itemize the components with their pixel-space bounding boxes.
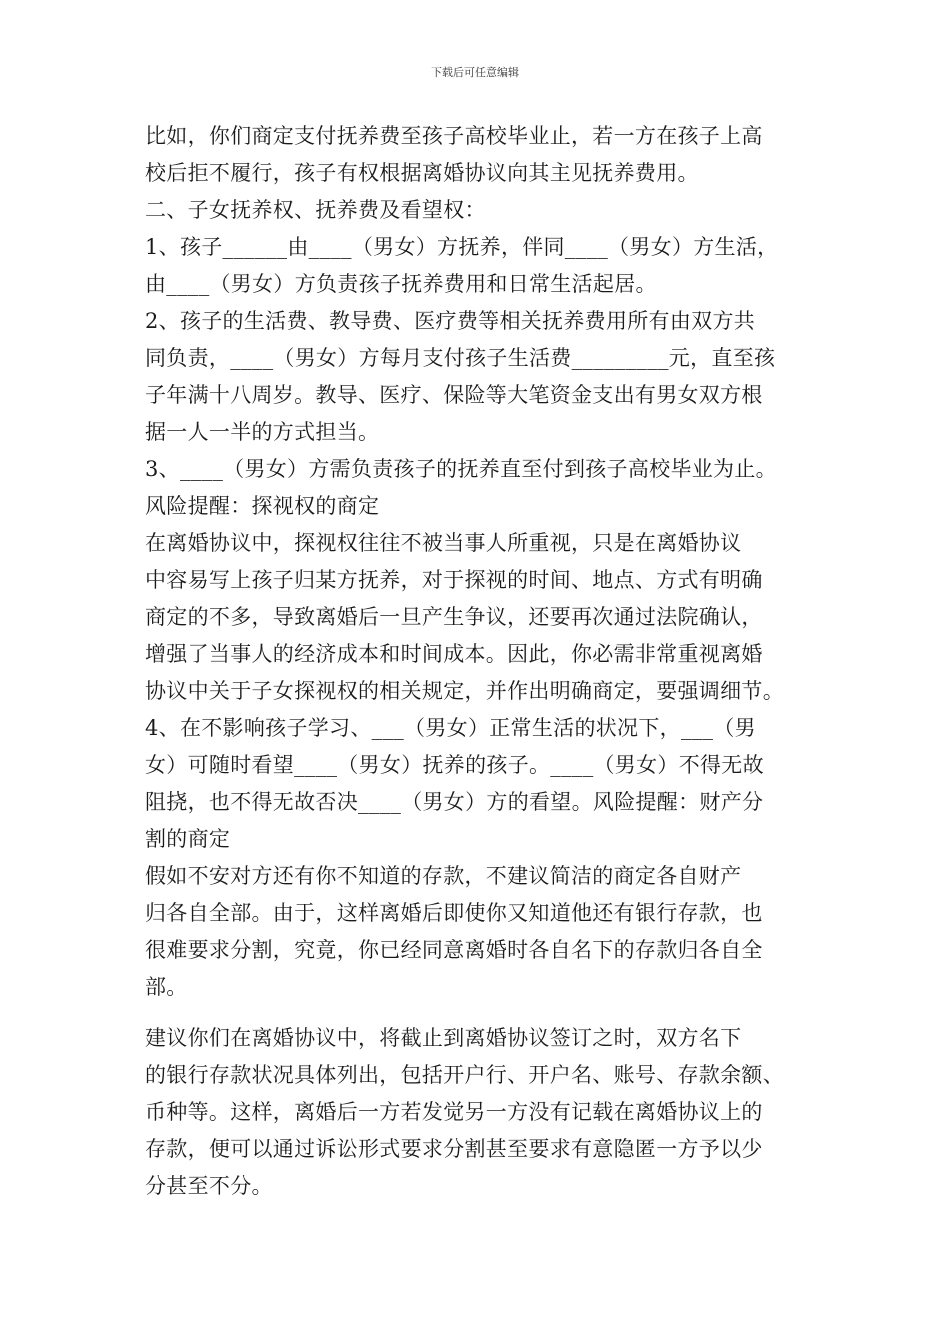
text-line: 币种等。这样，离婚后一方若发觉另一方没有记载在离婚协议上的 bbox=[145, 1100, 763, 1124]
text-line: 女）可随时看望____（男女）抚养的孩子。____（男女）不得无故 bbox=[145, 753, 764, 777]
text-line: 据一人一半的方式担当。 bbox=[145, 420, 380, 444]
text-line: 3、____（男女）方需负责孩子的抚养直至付到孩子高校毕业为止。 bbox=[145, 457, 777, 481]
text-line: 在离婚协议中，探视权往往不被当事人所重视，只是在离婚协议 bbox=[145, 531, 742, 555]
text-line: 增强了当事人的经济成本和时间成本。因此，你必需非常重视离婚 bbox=[145, 642, 763, 666]
text-line: 存款，便可以通过诉讼形式要求分割甚至要求有意隐匿一方予以少 bbox=[145, 1137, 763, 1161]
text-line: 比如，你们商定支付抚养费至孩子高校毕业止，若一方在孩子上高 bbox=[145, 124, 763, 148]
text-line: 协议中关于子女探视权的相关规定，并作出明确商定，要强调细节。 bbox=[145, 679, 784, 703]
page-header: 下载后可任意编辑 bbox=[431, 66, 519, 79]
text-line: 割的商定 bbox=[145, 827, 231, 851]
text-line: 假如不安对方还有你不知道的存款，不建议简洁的商定各自财产 bbox=[145, 864, 742, 888]
text-line: 很难要求分割，究竟，你已经同意离婚时各自名下的存款归各自全 bbox=[145, 938, 763, 962]
text-line: 建议你们在离婚协议中，将截止到离婚协议签订之时，双方名下 bbox=[145, 1026, 742, 1050]
text-line: 2、孩子的生活费、教导费、医疗费等相关抚养费用所有由双方共 bbox=[145, 309, 756, 333]
section-heading: 二、子女抚养权、抚养费及看望权： bbox=[145, 198, 486, 222]
risk-heading: 风险提醒：探视权的商定 bbox=[145, 494, 380, 518]
text-line: 的银行存款状况具体列出，包括开户行、开户名、账号、存款余额、 bbox=[145, 1063, 784, 1087]
text-line: 中容易写上孩子归某方抚养，对于探视的时间、地点、方式有明确 bbox=[145, 568, 763, 592]
text-line: 归各自全部。由于，这样离婚后即使你又知道他还有银行存款，也 bbox=[145, 901, 763, 925]
text-line: 部。 bbox=[145, 975, 188, 999]
text-line: 阻挠，也不得无故否决____（男女）方的看望。风险提醒：财产分 bbox=[145, 790, 764, 814]
paragraph-gap bbox=[145, 1006, 815, 1020]
text-line: 4、在不影响孩子学习、___（男女）正常生活的状况下，___（男 bbox=[145, 716, 756, 740]
text-line: 1、孩子______由____（男女）方抚养，伴同____（男女）方生活， bbox=[145, 235, 779, 259]
text-line: 同负责，____（男女）方每月支付孩子生活费_________元，直至孩 bbox=[145, 346, 776, 370]
text-line: 子年满十八周岁。教导、医疗、保险等大笔资金支出有男女双方根 bbox=[145, 383, 763, 407]
text-line: 商定的不多，导致离婚后一旦产生争议，还要再次通过法院确认， bbox=[145, 605, 763, 629]
text-line: 分甚至不分。 bbox=[145, 1174, 273, 1198]
text-line: 校后拒不履行，孩子有权根据离婚协议向其主见抚养费用。 bbox=[145, 161, 699, 185]
text-line: 由____（男女）方负责孩子抚养费用和日常生活起居。 bbox=[145, 272, 657, 296]
document-body bbox=[145, 118, 815, 1205]
